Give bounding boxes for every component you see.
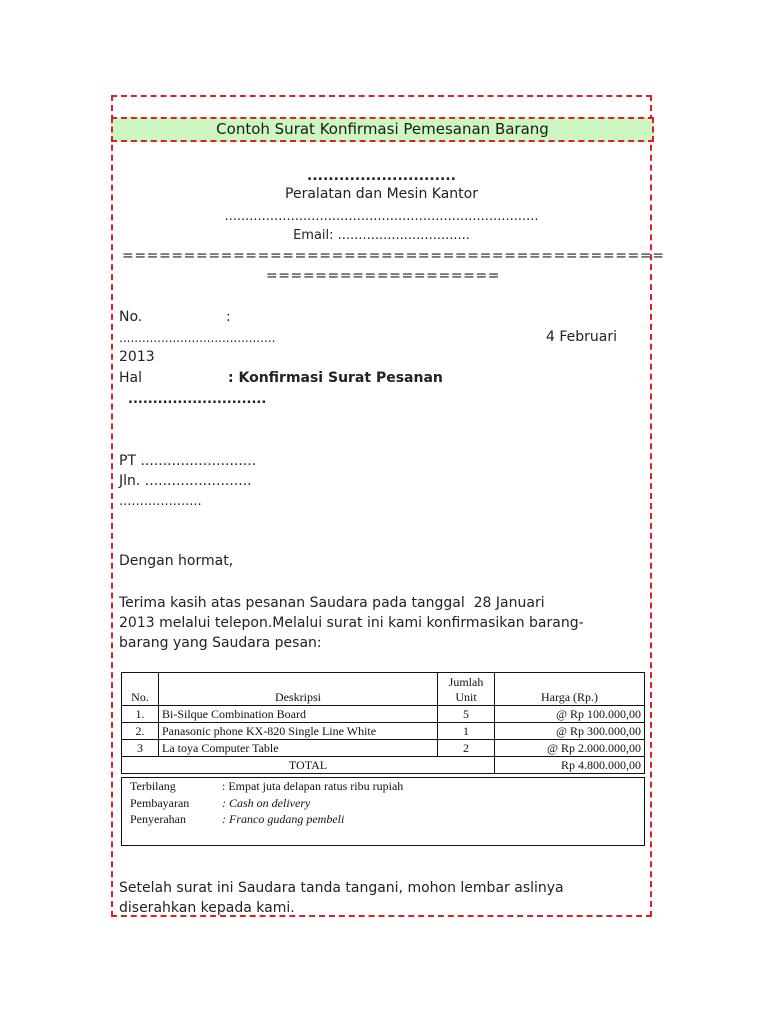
email-line: Email: ................................ <box>293 228 470 243</box>
no-label: No. <box>119 309 143 325</box>
row-quantity: 1 <box>438 723 495 740</box>
separator-line: =================== <box>265 268 501 284</box>
table-row <box>122 706 645 723</box>
order-terms <box>121 777 645 846</box>
hal-value: : Konfirmasi Surat Pesanan <box>228 370 443 386</box>
terbilang-label: Terbilang <box>130 779 176 793</box>
no-colon: : <box>226 309 231 325</box>
greeting: Dengan hormat, <box>119 553 234 569</box>
row-no: 2. <box>122 723 159 740</box>
header-quantity-line2: Unit <box>455 690 477 704</box>
body-paragraph-line: Terima kasih atas pesanan Saudara pada tanggal 28 Januari <box>119 595 545 611</box>
no-value-placeholder: ......................................... <box>119 331 276 345</box>
header-description: Deskripsi <box>159 673 438 706</box>
header-no: No. <box>122 673 159 706</box>
table-row <box>122 740 645 757</box>
closing-paragraph-line: diserahkan kepada kami. <box>119 900 295 916</box>
table-total-row <box>122 757 645 774</box>
row-price: @ Rp 300.000,00 <box>495 723 645 740</box>
recipient-placeholder: .................... <box>119 494 202 509</box>
row-quantity: 2 <box>438 740 495 757</box>
hal-label: Hal <box>119 370 142 386</box>
recipient-address: Jln. ........................ <box>119 473 252 489</box>
penyerahan-label: Penyerahan <box>130 812 186 826</box>
row-no: 3 <box>122 740 159 757</box>
row-description: La toya Computer Table <box>159 740 438 757</box>
penyerahan-value: : Franco gudang pembeli <box>222 812 345 826</box>
total-value: Rp 4.800.000,00 <box>495 757 645 774</box>
header-price: Harga (Rp.) <box>495 673 645 706</box>
date-month: 4 Februari <box>546 329 617 345</box>
date-year: 2013 <box>119 349 155 365</box>
row-quantity: 5 <box>438 706 495 723</box>
pembayaran-value: : Cash on delivery <box>222 796 311 810</box>
terbilang-value: : Empat juta delapan ratus ribu rupiah <box>222 779 404 793</box>
recipient-company: PT .......................... <box>119 453 257 469</box>
row-description: Bi-Silque Combination Board <box>159 706 438 723</box>
address-placeholder: ............................................................................ <box>224 209 539 224</box>
row-no: 1. <box>122 706 159 723</box>
company-description: Peralatan dan Mesin Kantor <box>285 186 478 202</box>
company-name-placeholder: ............................ <box>307 168 456 184</box>
table-row <box>122 723 645 740</box>
document-title: Contoh Surat Konfirmasi Pemesanan Barang <box>111 117 654 142</box>
table-header-row <box>122 673 645 706</box>
total-label: TOTAL <box>122 757 495 774</box>
hal-placeholder: ............................ <box>128 392 267 407</box>
order-table <box>121 672 645 774</box>
pembayaran-label: Pembayaran <box>130 796 190 810</box>
separator-line: ============================================ <box>122 248 665 264</box>
body-paragraph-line: 2013 melalui telepon.Melalui surat ini kami konfirmasikan barang- <box>119 615 584 631</box>
header-quantity <box>438 673 495 706</box>
row-description: Panasonic phone KX-820 Single Line White <box>159 723 438 740</box>
body-paragraph-line: barang yang Saudara pesan: <box>119 635 322 651</box>
header-quantity-line1: Jumlah <box>448 675 484 689</box>
row-price: @ Rp 2.000.000,00 <box>495 740 645 757</box>
closing-paragraph-line: Setelah surat ini Saudara tanda tangani, mohon lembar aslinya <box>119 880 564 896</box>
row-price: @ Rp 100.000,00 <box>495 706 645 723</box>
